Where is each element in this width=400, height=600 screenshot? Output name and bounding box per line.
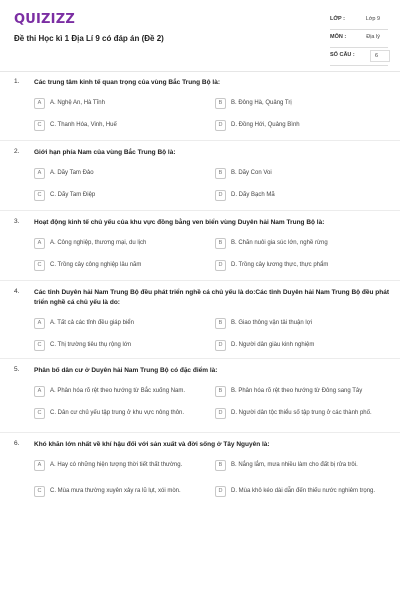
option-text: A. Dãy Tam Đảo <box>50 170 94 176</box>
option-letter-badge: A <box>34 318 45 329</box>
option-text: C. Dân cư chủ yếu tập trung ở khu vực nông thôn. <box>50 410 185 416</box>
option-text: C. Trồng cây công nghiệp lâu năm <box>50 262 142 268</box>
option-letter-badge: B <box>215 168 226 179</box>
option-text: B. Nắng lắm, mưa nhiều làm cho đất bị rửa trôi. <box>231 462 358 468</box>
option-text: C. Thanh Hóa, Vinh, Huế <box>50 122 117 128</box>
question-number: 1. <box>14 78 20 85</box>
quizizz-logo: QUIZIZZ <box>14 12 75 27</box>
option-text: C. Thị trường tiêu thụ rộng lớn <box>50 342 132 348</box>
question-text: Các trung tâm kinh tế quan trọng của vùng Bắc Trung Bộ là: <box>34 79 220 86</box>
meta-grade-label: LỚP : <box>330 16 345 22</box>
option-text: B. Phân hóa rõ rệt theo hướng từ Đông sang Tây <box>231 388 363 394</box>
option-text: B. Chăn nuôi gia súc lớn, nghề rừng <box>231 240 328 246</box>
option-letter-badge: A <box>34 238 45 249</box>
meta-subject-label: MÔN : <box>330 34 347 40</box>
question-number: 6. <box>14 440 20 447</box>
option-text: B. Dãy Con Voi <box>231 170 272 176</box>
question-divider <box>0 280 400 281</box>
option-letter-badge: C <box>34 340 45 351</box>
option-text: D. Trồng cây lương thực, thực phẩm <box>231 262 329 268</box>
option-letter-badge: A <box>34 98 45 109</box>
option-text: D. Đồng Hới, Quảng Bình <box>231 122 300 128</box>
meta-count-value: 6 <box>370 50 390 62</box>
meta-subject-value: Địa lý <box>366 34 380 40</box>
option-text: A. Hay có những hiện tượng thời tiết thất thường. <box>50 462 183 468</box>
meta-panel <box>330 12 388 66</box>
meta-grade-value: Lớp 9 <box>365 16 380 22</box>
question-number: 3. <box>14 218 20 225</box>
option-letter-badge: C <box>34 120 45 131</box>
question-divider <box>0 140 400 141</box>
option-letter-badge: B <box>215 238 226 249</box>
question-divider <box>0 432 400 433</box>
question-number: 2. <box>14 148 20 155</box>
question-text: Giới hạn phía Nam của vùng Bắc Trung Bộ là: <box>34 149 176 156</box>
question-text: Khó khăn lớn nhất về khí hậu đối với sản xuất và đời sống ở Tây Nguyên là: <box>34 441 270 448</box>
option-letter-badge: C <box>34 486 45 497</box>
question-text: Phân bố dân cư ở Duyên hải Nam Trung Bộ có đặc điểm là: <box>34 367 218 374</box>
option-letter-badge: D <box>215 190 226 201</box>
option-letter-badge: D <box>215 340 226 351</box>
option-letter-badge: A <box>34 168 45 179</box>
option-text: B. Giao thông vận tải thuận lợi <box>231 320 312 326</box>
meta-count-label: SỐ CÂU : <box>330 52 355 58</box>
question-text: Hoạt động kinh tế chủ yếu của khu vực đồng bằng ven biển vùng Duyên hải Nam Trung Bộ là: <box>34 219 325 226</box>
option-text: D. Người dân giàu kinh nghiệm <box>231 342 315 348</box>
option-text: D. Dãy Bạch Mã <box>231 192 275 198</box>
option-text: A. Tất cả các tỉnh đều giáp biển <box>50 320 134 326</box>
option-letter-badge: D <box>215 408 226 419</box>
option-text: D. Mùa khô kéo dài dẫn đến thiếu nước nghiêm trọng. <box>231 488 376 494</box>
page-title: Đề thi Học kì 1 Địa Lí 9 có đáp án (Đề 2) <box>14 34 164 43</box>
option-text: A. Nghệ An, Hà Tĩnh <box>50 100 105 106</box>
option-text: A. Công nghiệp, thương mại, du lịch <box>50 240 147 246</box>
option-text: B. Đông Hà, Quảng Trị <box>231 100 292 106</box>
option-text: C. Mùa mưa thường xuyên xảy ra lũ lụt, xói mòn. <box>50 488 181 494</box>
option-text: A. Phân hóa rõ rệt theo hướng từ Bắc xuống Nam. <box>50 388 186 394</box>
option-letter-badge: D <box>215 260 226 271</box>
page-header <box>0 0 400 72</box>
option-letter-badge: C <box>34 408 45 419</box>
option-letter-badge: B <box>215 460 226 471</box>
option-letter-badge: D <box>215 486 226 497</box>
question-number: 4. <box>14 288 20 295</box>
question-number: 5. <box>14 366 20 373</box>
option-letter-badge: A <box>34 386 45 397</box>
question-divider <box>0 210 400 211</box>
option-letter-badge: C <box>34 190 45 201</box>
option-letter-badge: D <box>215 120 226 131</box>
question-divider <box>0 358 400 359</box>
meta-grade <box>330 12 388 30</box>
option-letter-badge: A <box>34 460 45 471</box>
option-letter-badge: B <box>215 318 226 329</box>
meta-subject <box>330 30 388 48</box>
option-letter-badge: B <box>215 98 226 109</box>
option-text: D. Người dân tộc thiểu số tập trung ở các thành phố. <box>231 410 372 416</box>
option-text: C. Dãy Tam Điệp <box>50 192 96 198</box>
option-letter-badge: C <box>34 260 45 271</box>
option-letter-badge: B <box>215 386 226 397</box>
meta-count <box>330 48 388 66</box>
question-text: Các tỉnh Duyên hải Nam Trung Bộ đều phát triển nghề cá chủ yếu là do:Các tỉnh Duyên hải Nam Trung Bộ đều phát triển nghề cá chủ yếu là do: <box>34 289 390 306</box>
